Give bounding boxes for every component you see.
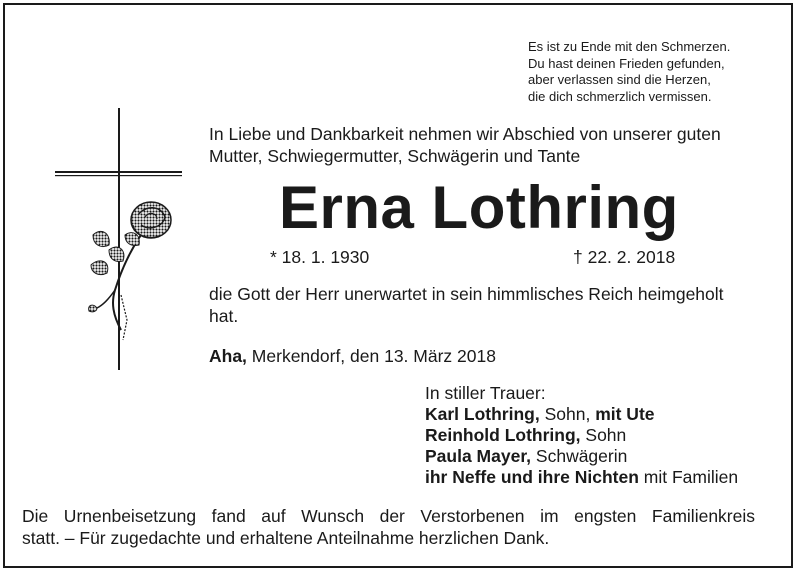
mourner-relation: Sohn, [539,404,596,424]
intro-line: Mutter, Schwiegermutter, Schwägerin und Tante [209,146,581,166]
poem-line: die dich schmerzlich vermissen. [528,88,712,104]
message-line: die Gott der Herr unerwartet in sein himmlisches Reich heimgeholt [209,284,724,304]
mourner-entry [425,404,795,425]
message-line: hat. [209,306,239,326]
poem-line: aber verlassen sind die Herzen, [528,72,711,87]
poem [528,39,778,105]
intro-text [209,123,769,167]
mourner-relation: Sohn [580,425,627,445]
mourner-entry [425,446,795,467]
mourner-relation: mit Familien [638,467,739,487]
mourner-name: Reinhold Lothring, [425,425,581,445]
footer-text [22,505,755,549]
birth-date: * 18. 1. 1930 [270,247,370,267]
mourner-name: Karl Lothring, [425,404,540,424]
death-date: † 22. 2. 2018 [573,247,676,267]
cross-icon [53,105,188,373]
place-rest: Merkendorf, den 13. März 2018 [246,346,496,366]
rose-icon [89,202,171,340]
mourners-heading: In stiller Trauer: [425,383,546,403]
mourners-list [425,383,795,488]
intro-line: In Liebe und Dankbarkeit nehmen wir Abschied von unserer guten [209,124,721,144]
mourner-name: ihr Neffe und ihre Nichten [425,467,639,487]
deceased-name: Erna Lothring [279,174,679,241]
place-date [209,345,496,367]
message-text [209,283,769,327]
mourner-name: Paula Mayer, [425,446,532,466]
mourner-entry [425,467,795,488]
poem-line: Es ist zu Ende mit den Schmerzen. [528,39,731,54]
footer-line: Die Urnenbeisetzung fand auf Wunsch der Verstorbenen im engsten Familienkreis [22,506,755,526]
footer-line: statt. – Für zugedachte und erhaltene Anteilnahme herzlichen Dank. [22,528,550,548]
place-village: Aha, [209,346,247,366]
mourner-relation: Schwägerin [531,446,628,466]
mourner-entry [425,425,795,446]
poem-line: Du hast deinen Frieden gefunden, [528,55,725,71]
obituary-frame [3,3,793,568]
mourner-extra: mit Ute [595,404,655,424]
